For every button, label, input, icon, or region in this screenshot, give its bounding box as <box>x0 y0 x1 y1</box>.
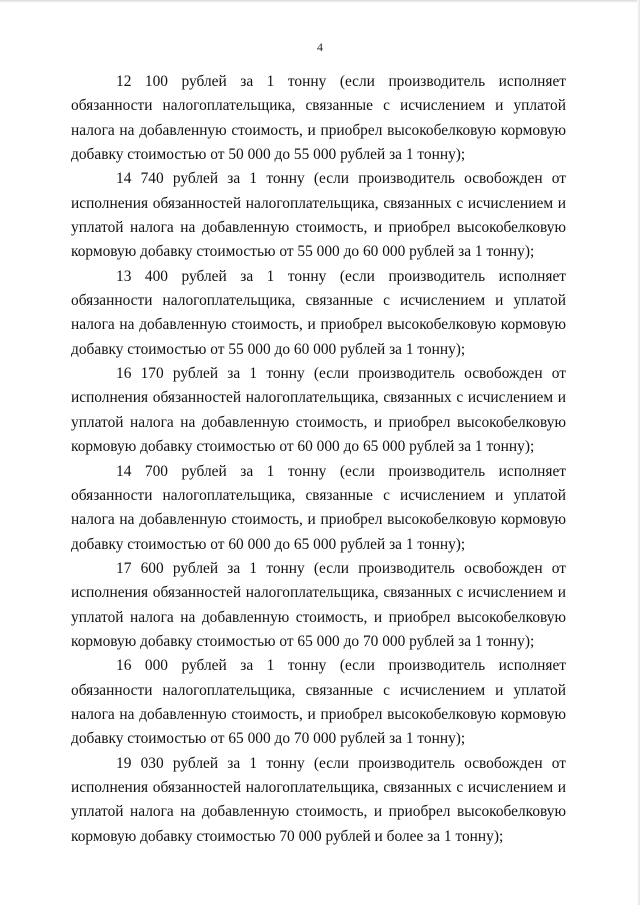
document-body <box>71 70 566 849</box>
paragraph: 14 700 рублей за 1 тонну (если производитель исполняет обязанности налогоплательщика, связанные с исчислением и уплатой налога на добавленную стоимость, и приобрел высокобелковую кормовую добавку стоимостью от 60 000 до 65 000 рублей за 1 тонну); <box>71 462 566 553</box>
paragraph: 13 400 рублей за 1 тонну (если производитель исполняет обязанности налогоплательщика, связанные с исчислением и уплатой налога на добавленную стоимость, и приобрел высокобелковую кормовую добавку стоимостью от 55 000 до 60 000 рублей за 1 тонну); <box>71 267 566 358</box>
paragraph: 16 000 рублей за 1 тонну (если производитель исполняет обязанности налогоплательщика, связанные с исчислением и уплатой налога на добавленную стоимость, и приобрел высокобелковую кормовую добавку стоимостью от 65 000 до 70 000 рублей за 1 тонну); <box>71 657 566 748</box>
paragraph: 14 740 рублей за 1 тонну (если производитель освобожден от исполнения обязанностей налогоплательщика, связанных с исчислением и уплатой налога на добавленную стоимость, и приобрел высокобелковую кормовую добавку стоимостью от 55 000 до 60 000 рублей за 1 тонну); <box>71 170 566 261</box>
paragraph: 12 100 рублей за 1 тонну (если производитель исполняет обязанности налогоплательщика, связанные с исчислением и уплатой налога на добавленную стоимость, и приобрел высокобелковую кормовую добавку стоимостью от 50 000 до 55 000 рублей за 1 тонну); <box>71 73 566 164</box>
page-number: 4 <box>317 40 323 54</box>
paragraph: 17 600 рублей за 1 тонну (если производитель освобожден от исполнения обязанностей налогоплательщика, связанных с исчислением и уплатой налога на добавленную стоимость, и приобрел высокобелковую кормовую добавку стоимостью от 65 000 до 70 000 рублей за 1 тонну); <box>71 559 566 650</box>
paragraph: 16 170 рублей за 1 тонну (если производитель освобожден от исполнения обязанностей налогоплательщика, связанных с исчислением и уплатой налога на добавленную стоимость, и приобрел высокобелковую кормовую добавку стоимостью от 60 000 до 65 000 рублей за 1 тонну); <box>71 365 566 456</box>
scan-edge-top <box>0 0 640 3</box>
paragraph: 19 030 рублей за 1 тонну (если производитель освобожден от исполнения обязанностей налогоплательщика, связанных с исчислением и уплатой налога на добавленную стоимость, и приобрел высокобелковую кормовую добавку стоимостью 70 000 рублей и более за 1 тонну); <box>71 754 566 845</box>
